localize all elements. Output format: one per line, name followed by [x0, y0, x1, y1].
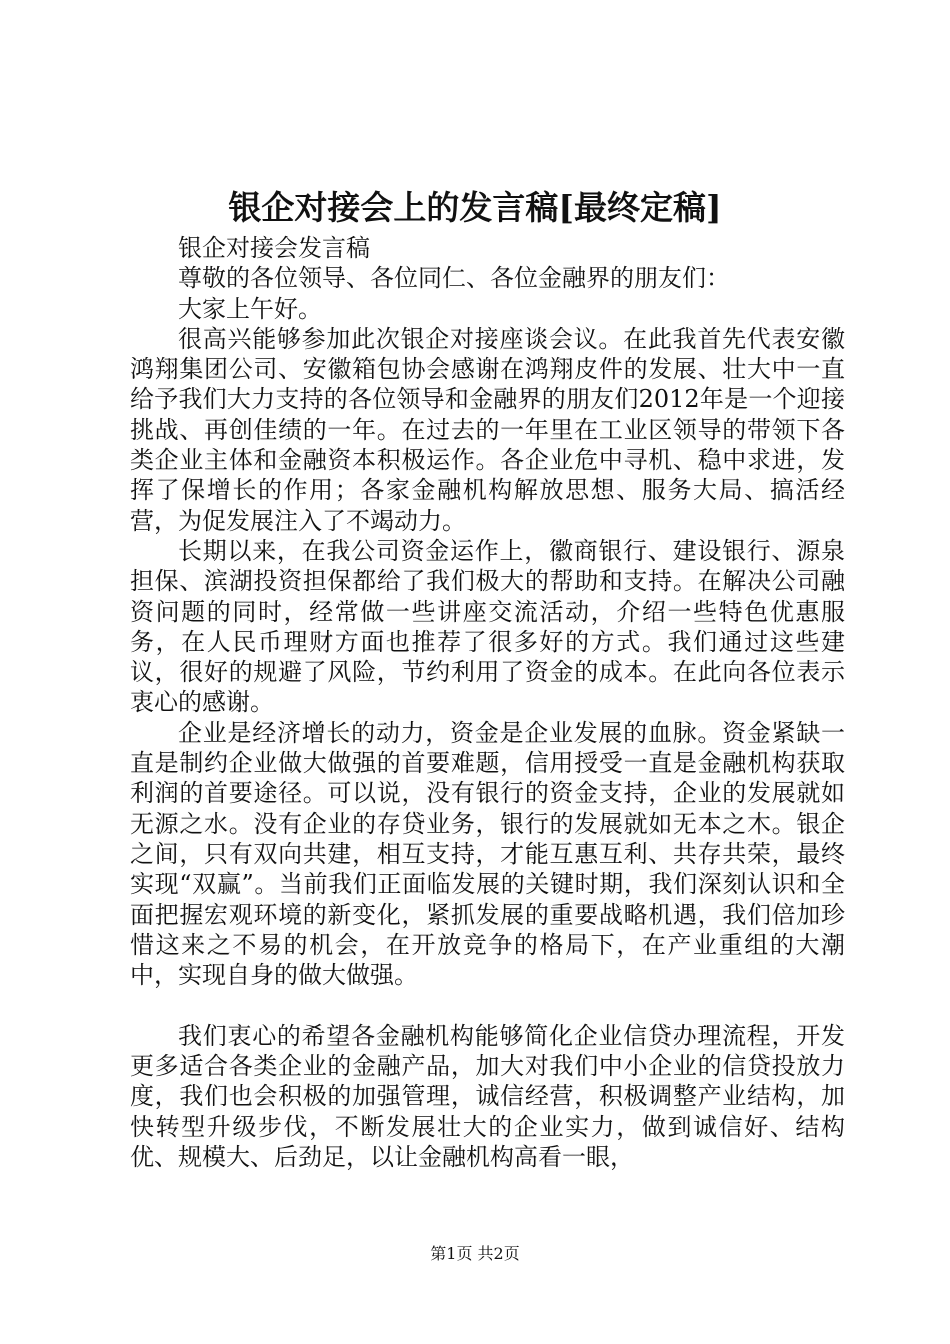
paragraph-hope: 我们衷心的希望各金融机构能够简化企业信贷办理流程，开发更多适合各类企业的金融产品，加大对我们中小企业的信贷投放力度，我们也会积极的加强管理，诚信经营，积极调整产业结构，加快转型升级步伐，不断发展壮大的企业实力，做到诚信好、结构优、规模大、后劲足，以让金融机构高看一眼， [130, 1021, 845, 1171]
document-body [130, 233, 845, 1172]
paragraph-intro: 很高兴能够参加此次银企对接座谈会议。在此我首先代表安徽鸿翔集团公司、安徽箱包协会感谢在鸿翔皮件的发展、壮大中一直给予我们大力支持的各位领导和金融界的朋友们2012年是一个迎接挑战、再创佳绩的一年。在过去的一年里在工业区领导的带领下各类企业主体和金融资本积极运作。各企业危中寻机、稳中求进，发挥了保增长的作用；各家金融机构解放思想、服务大局、搞活经营，为促发展注入了不竭动力。 [130, 324, 845, 535]
paragraph-salutation: 尊敬的各位领导、各位同仁、各位金融界的朋友们： [178, 264, 730, 293]
paragraph-spacer [130, 990, 845, 1020]
paragraph-greeting: 大家上午好。 [178, 294, 322, 323]
paragraph-heading: 银企对接会发言稿 [178, 234, 370, 262]
paragraph-thanks: 长期以来，在我公司资金运作上，徽商银行、建设银行、源泉担保、滨湖投资担保都给了我们极大的帮助和支持。在解决公司融资问题的同时，经常做一些讲座交流活动，介绍一些特色优惠服务，在人民币理财方面也推荐了很多好的方式。我们通过这些建议，很好的规避了风险，节约利用了资金的成本。在此向各位表示衷心的感谢。 [130, 536, 845, 717]
paragraph-cooperation: 企业是经济增长的动力，资金是企业发展的血脉。资金紧缺一直是制约企业做大做强的首要难题，信用授受一直是金融机构获取利润的首要途径。可以说，没有银行的资金支持，企业的发展就如无源之水。没有企业的存贷业务，银行的发展就如无本之木。银企之间，只有双向共建，相互支持，才能互惠互利、共存共荣，最终实现“双赢”。当前我们正面临发展的关键时期，我们深刻认识和全面把握宏观环境的新变化，紧抓发展的重要战略机遇，我们倍加珍惜这来之不易的机会，在开放竞争的格局下，在产业重组的大潮中，实现自身的做大做强。 [130, 718, 845, 990]
page-number-footer: 第1页 共2页 [430, 1244, 520, 1263]
document-title: 银企对接会上的发言稿[最终定稿] [228, 188, 722, 227]
